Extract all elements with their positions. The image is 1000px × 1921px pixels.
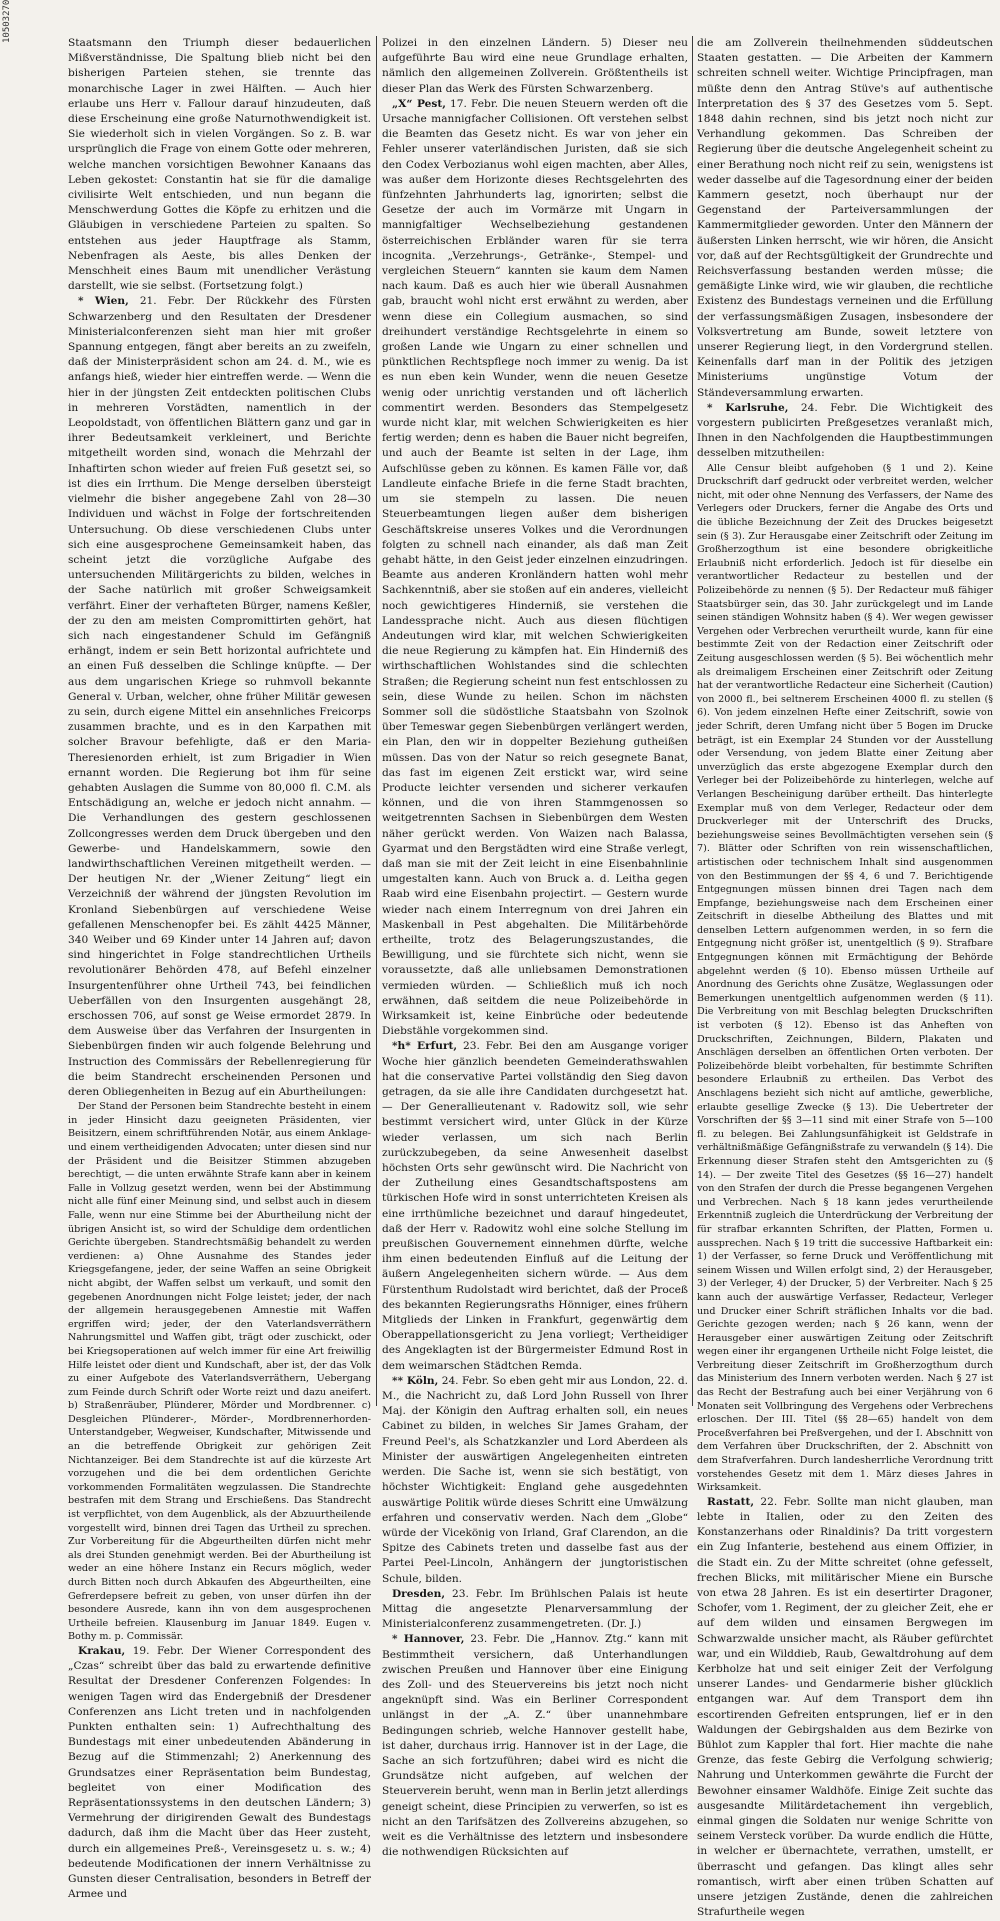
paragraph-text: 23. Febr. Im Brühlschen Palais ist heute Mittag die angesetzte Plenarversammlung der Ministerialconferenz zusammengetreten. (Dr. J.)	[382, 1587, 688, 1631]
page-identifier: 10503270	[2, 0, 12, 44]
dateline: * Hannover,	[392, 1633, 465, 1646]
paragraph-text: 22. Febr. Sollte man nicht glauben, man lebte in Italien, oder zu den Zeiten des Konstanzerhans oder Rinaldinis? Da tritt vorgestern ein Zug Infanterie, bestehend aus einem Offizier, in die Stadt ein. Zu der Mitte schreitet (ohne gefesselt, frechen Blicks, mit militärischer Miene ein Bursche von etwa 28 Jahren. Es ist ein desertirter Dragoner, Schofer, vom 1. Regiment, der zu gleicher Zeit, ehe er auf dem wilden und einsamen Bergwegen im Schwarzwalde unsicher macht, als Räuber gefürchtet war, und ein Wilddieb, Raub, Gewaltdrohung auf dem Kerbholze hat und seit einiger Zeit der Verfolgung unserer Landes- und Gendarmerie bisher glücklich entgangen war. Auf dem Transport dem ihn escortirenden Gefreiten entsprungen, lief er in den Waldungen der Gebirgshalden aus dem Bezirke von Bühlot zum Kappler thal fort. Hier machte die nahe Grenze, das feste Gebirg die Verfolgung schwierig; Nahrung und Unterkommen gewährte die Furcht der Bewohner einsamer Waldhöfe. Einige Zeit suchte das ausgesandte Militärdetachement ihn vergeblich, einmal gingen die Soldaten nur wenige Schritte von seinem Versteck vorüber. Da wurde endlich die Hütte, in welcher er übernachtete, verrathen, umstellt, er überrascht und gefangen. Das klingt alles sehr romantisch, wirft aber einen trüben Schatten auf unsere jetzigen Zustände, denen die zahlreichen Strafurtheile wegen	[697, 1495, 993, 1919]
article-paragraph	[697, 36, 993, 401]
column-1	[68, 36, 372, 1901]
dateline: * Wien,	[78, 295, 129, 308]
dateline: * Karlsruhe,	[707, 401, 789, 414]
paragraph-text: 24. Febr. Die Wichtigkeit des vorgestern publicirten Preßgesetzes veranlaßt mich, Ihnen in den Nachfolgenden die Hauptbestimmungen desselben mitzutheilen:	[697, 401, 993, 460]
dateline: ** Köln,	[392, 1374, 439, 1387]
dateline: Krakau,	[78, 1644, 126, 1657]
dateline: Dresden,	[392, 1587, 446, 1600]
paragraph-text: Polizei in den einzelnen Ländern. 5) Dieser neu aufgeführte Bau wird eine neue Grundlage erhalten, nämlich den allgemeinen Zollverein. Größtentheils ist dieser Plan das Werk des Fürsten Schwarzenberg.	[382, 37, 688, 95]
article-paragraph	[68, 1100, 371, 1644]
column-3	[697, 36, 993, 1919]
article-paragraph	[68, 1644, 371, 1902]
column-divider	[692, 36, 693, 1406]
article-paragraph	[68, 36, 371, 294]
article-paragraph	[382, 1632, 688, 1860]
paragraph-text: Staatsmann den Triumph dieser bedauerlichen Mißverständnisse, Die Spaltung blieb nicht bei den bisherigen Parteien stehen, sie trennte das monarchische Lager in zwei Hälften. — Auch hier erlaube uns Herr v. Fallour darauf hinzudeuten, daß diese Erscheinung eine große Naturnothwendigkeit ist. Sie wiederholt sich in vielen Vorgängen. So z. B. war ursprünglich die Frage von einem Gotte oder mehreren, welche manchen vorsichtigen Bewohner Kanaans das Leben gekostet: Constantin hat sie für die damalige civilisirte Welt entschieden, und nun begann die Menschwerdung Gottes die Köpfe zu erhitzen und die Gläubigen in verschiedene Parteien zu spalten. So entstehen aus jeder Hauptfrage als Stamm, Nebenfragen als Aeste, bis alles Denken der Menschheit eines Baum mit unendlicher Verästung darstellt, wie sie selbst. (Fortsetzung folgt.)	[68, 37, 372, 293]
article-paragraph	[382, 1587, 688, 1633]
article-paragraph	[382, 36, 688, 97]
article-paragraph	[697, 462, 993, 1495]
article-paragraph	[68, 294, 371, 1100]
article-paragraph	[382, 1039, 688, 1373]
paragraph-text: Alle Censur bleibt aufgehoben (§ 1 und 2). Keine Druckschrift darf gedruckt oder verbreitet werden, welcher nicht, mit oder ohne Nennung des Verfassers, der Name des Verlegers oder Druckers, ferner die Angabe des Orts und die übliche Bezeichnung der Zeit des Druckes beigesetzt sein (§ 3). Zur Herausgabe einer Zeitschrift oder Zeitung im Großherzogthum ist eine besondere obrigkeitliche Erlaubniß nicht erforderlich. Jedoch ist für dieselbe ein verantwortlicher Redacteur zu bestellen und der Polizeibehörde zu nennen (§ 5). Der Redacteur muß fähiger Staatsbürger sein, das 30. Jahr zurückgelegt und im Lande seinen ständigen Wohnsitz haben (§ 4). Wer wegen gewisser Vergehen oder Verbrechen verurtheilt wurde, kann für eine bestimmte Zeit von der Redaction einer Zeitschrift oder Zeitung ausgeschlossen werden (§ 5). Bei wöchentlich mehr als dreimaligem Erscheinen einer Zeitschrift oder Zeitung hat der verantwortliche Redacteur eine Sicherheit (Caution) von 2000 fl., bei seltnerem Erscheinen 4000 fl. zu stellen (§ 6). Von jedem einzelnen Hefte einer Zeitschrift, sowie von jeder Schrift, deren Umfang nicht über 5 Bogen im Drucke beträgt, ist ein Exemplar 24 Stunden vor der Ausstellung oder Versendung, von jedem Blatte einer Zeitung aber unverzüglich das erste abgezogene Exemplar durch den Verleger bei der Polizeibehörde zu hinterlegen, welche auf Verlangen Bescheinigung darüber ertheilt. Das hinterlegte Exemplar muß von dem Verleger, Redacteur oder dem Druckverleger mit der Unterschrift des Drucks, beziehungsweise seines Bevollmächtigten versehen sein (§ 7). Blätter oder Schriften von rein wissenschaftlichen, artistischen oder technischem Inhalt sind ausgenommen von den Bestimmungen der §§ 4, 6 und 7. Berichtigende Entgegnungen müssen binnen drei Tagen nach dem Empfange, beziehungsweise nach dem Erscheinen einer Zeitschrift in dieselbe Abtheilung des Blattes und mit denselben Lettern aufgenommen werden, in so fern die Entgegnung nicht größer ist, unentgeltlich (§ 9). Strafbare Entgegnungen können mit Ermächtigung der Behörde abgelehnt werden (§ 10). Ebenso müssen Urtheile auf Anordnung des Gerichts ohne Zusätze, Weglassungen oder Bemerkungen unentgeltlich aufgenommen werden (§ 11). Die Verbreitung von mit Beschlag belegten Druckschriften ist verboten (§ 12). Ebenso ist das Anheften von Druckschriften, Zeichnungen, Bildern, Plakaten und Anschlägen derselben an öffentlichen Orten verboten. Der Polizeibehörde bleibt vorbehalten, für bestimmte Schriften besondere Erlaubniß zu ertheilen. Das Verbot des Anschlagens bezieht sich nicht auf amtliche, gewerbliche, erlaubte gesellige Zwecke (§ 13). Die Uebertreter der Vorschriften der §§ 3—11 sind mit einer Strafe von 5—100 fl. zu belegen. Bei Zahlungsunfähigkeit ist Geldstrafe in verhältnißmäßige Gefängnißstrafe zu verwandeln (§ 14). Die Erkennung dieser Strafen steht den Amtsgerichten zu (§ 14). — Der zweite Titel des Gesetzes (§§ 16—27) handelt von den Strafen der durch die Presse begangenen Vergehen und Verbrechen. Nach § 18 kann jedes verurtheilende Erkenntniß zugleich die Unterdrückung der Verbreitung der für strafbar erkannten Schriften, der Platten, Formen u. aussprechen. Nach § 19 tritt die successive Haftbarkeit ein: 1) der Verfasser, so ferne Druck und Veröffentlichung mit seinem Wissen und Willen erfolgt sind, 2) der Herausgeber, 3) der Verleger, 4) der Drucker, 5) der Verbreiter. Nach § 25 kann auch der auswärtige Verfasser, Redacteur, Verleger und Drucker einer Schrift sträflichen Inhalts vor die bad. Gerichte gezogen werden; nach § 26 kann, wenn der Herausgeber einer auswärtigen Zeitung oder Zeitschrift wegen einer ihr ergangenen Urtheile nicht Folge leistet, die Verbreitung dieser Zeitschrift im Großherzogthum durch das Ministerium des Innern verboten werden. Nach § 27 ist das Recht der Bestrafung auch bei einer Verjährung von 6 Monaten seit Vollbringung des Vergehens oder Verbrechens erloschen. Der III. Titel (§§ 28—65) handelt von dem Proceßverfahren bei Preßvergehen, und der I. Abschnitt von dem Verfahren über Druckschriften, der 2. Abschnitt von dem Strafverfahren. Durch landesherrliche Verordnung tritt vorstehendes Gesetz mit dem 1. März dieses Jahres in Wirksamkeit.	[697, 462, 993, 1494]
column-2	[382, 36, 689, 1859]
paragraph-text: 21. Febr. Der Rückkehr des Fürsten Schwarzenberg und den Resultaten der Dresdener Ministerialconferenzen sieht man hier mit großer Spannung entgegen, fängt aber bereits an zu zweifeln, daß der Ministerpräsident schon am 24. d. M., wie es anfangs hieß, wieder hier eintreffen werde. — Wenn die hier in der jüngsten Zeit entdeckten politischen Clubs in mehreren Vorstädten, namentlich in der Leopoldstadt, von öffentlichen Blättern ganz und gar in ihrer Bedeutsamkeit verkleinert, und Berichte mitgetheilt worden sind, wonach die Mehrzahl der Inhaftirten schon wieder auf freien Fuß gesetzt sei, so ist dies ein Irrthum. Die Menge derselben übersteigt vielmehr die bisher angegebene Zahl von 28—30 Individuen und wächst in Folge der fortschreitenden Untersuchung. Ob diese verschiedenen Clubs unter sich eine ausgesprochene Gemeinsamkeit haben, das scheint jetzt die vorzügliche Aufgabe des untersuchenden Militärgerichts zu bilden, welches in der Sache natürlich mit großer Schweigsamkeit verfährt. Einer der verhafteten Bürger, namens Keßler, der zu den am meisten Compromittirten gehört, hat sich nach eingestandener Schuld im Gefängniß erhängt, indem er sein Bett horizontal aufrichtete und an einen Fuß desselben die Schlinge knüpfte. — Der aus dem ungarischen Kriege so ruhmvoll bekannte General v. Urban, welcher, ohne früher Militär gewesen zu sein, durch eigene Mittel ein ansehnliches Freicorps zusammen brachte, und es in den Karpathen mit solcher Bravour befehligte, daß er den Maria-Theresienorden erhielt, ist zum Brigadier in Wien ernannt worden. Die Regierung bot ihm für seine gehabten Auslagen die Summe von 80,000 fl. C.M. als Entschädigung an, welche er jedoch nicht annahm. — Die Verhandlungen des gestern geschlossenen Zollcongresses werden dem Druck übergeben und den Gewerbe- und Handelskammern, sowie den landwirthschaftlichen Vereinen mitgetheilt werden. — Der heutigen Nr. der „Wiener Zeitung“ liegt ein Verzeichniß der während der jüngsten Revolution im Kronland Siebenbürgen auf verschiedene Weise gefallenen Menschenopfer bei. Es zählt 4425 Männer, 340 Weiber und 69 Kinder unter 14 Jahren auf; davon sind hingerichtet in Folge standrechtlichen Urtheils revolutionärer Behörden 478, auf Befehl einzelner Insurgentenführer ohne Urtheil 743, bei feindlichen Ueberfällen von den Insurgenten ausgehängt 28, erschossen 706, auf sonst ge Weise ermordet 2879. In dem Ausweise über das Verfahren der Insurgenten in Siebenbürgen finden wir auch folgende Belehrung und Instruction des Commissärs der Rebellenregierung für die beim Standrecht erscheinenden Personen und deren Obliegenheiten in Bezug auf ein Aburtheilungen:	[68, 295, 371, 1099]
paragraph-text: die am Zollverein theilnehmenden süddeutschen Staaten gestatten. — Die Arbeiten der Kammern schreiten schnell weiter. Wichtige Principfragen, man müßte denn den Antrag Stüve's auf authentische Interpretation des § 37 des Gesetzes vom 5. Sept. 1848 dahin rechnen, sind bis jetzt noch nicht zur Verhandlung gekommen. Das Schreiben der Regierung über die deutsche Angelegenheit scheint zu einer Berathung noch nicht reif zu sein, wenigstens ist weder dasselbe auf die Tagesordnung einer der beiden Kammern gesetzt, noch überhaupt nur der Gegenstand der Parteiversammlungen der Kammermitglieder geworden. Unter den Männern der äußersten Linken herrscht, wie wir hören, die Ansicht vor, daß auf der Rechtsgültigkeit der Grundrechte und Reichsverfassung bestanden werden müsse; die gemäßigte Linke wird, wie wir glauben, die rechtliche Existenz des Bundestags verneinen und die Erfüllung der verfassungsmäßigen Zusagen, insbesondere der Volksvertretung am Bunde, soweit letztere von unserer Regierung liegt, in den Vordergrund stellen. Keinenfalls darf man in der Politik des jetzigen Ministeriums ungünstige Votum der Ständeversammlung erwarten.	[697, 37, 993, 399]
paragraph-text: 19. Febr. Der Wiener Correspondent des „Czas“ schreibt über das bald zu erwartende definitive Resultat der Dresdener Conferenzen Folgendes: In wenigen Tagen wird das Endergebniß der Dresdener Conferenzen ans Licht treten und in nachfolgenden Punkten enthalten sein: 1) Aufrechthaltung des Bundestags mit einer unbedeutenden Abänderung in Bezug auf die Stimmenzahl; 2) Anerkennung des Grundsatzes einer Repräsentation beim Bundestag, begleitet von einer Modification des Repräsentationssystems in den deutschen Ländern; 3) Vermehrung der dirigirenden Gewalt des Bundestags dadurch, daß ihm die Macht über das Heer zusteht, durch ein allgemeines Preß-, Vereinsgesetz u. s. w.; 4) bedeutende Modificationen der innern Verhältnisse zu Gunsten dieser Centralisation, besonders in Betreff der Armee und	[68, 1644, 371, 1901]
dateline: „X“ Pest,	[392, 97, 446, 110]
article-paragraph	[382, 1374, 688, 1587]
dateline: Rastatt,	[707, 1495, 755, 1508]
article-paragraph	[382, 97, 688, 1040]
article-paragraph	[697, 1495, 993, 1921]
paragraph-text: Der Stand der Personen beim Standrechte besteht in einem in jeder Hinsicht dazu geeigneten Präsidenten, vier Beisitzern, einem schriftführenden Notär, aus einem Anklage- und einem vertheidigenden Advocaten; unter diesen sind nur der Präsident und die Beisitzer Stimmen abzugeben berechtigt, — die unten erwähnte Strafe kann aber in keinem Falle in Vollzug gesetzt werden, wenn bei der Abstimmung nicht alle fünf einer Meinung sind, und selbst auch in diesem Falle, wenn nur eine Stimme bei der Aburtheilung nicht der übrigen Ansicht ist, so wird der Schuldige dem ordentlichen Gerichte übergeben. Standrechtsmäßig behandelt zu werden verdienen: a) Ohne Ausnahme des Standes jeder Kriegsgefangene, jeder, der seine Waffen an seine Obrigkeit nicht abgibt, der Waffen selbst um verkauft, und somit den gegebenen Anordnungen nicht Folge leistet; jeder, der nach der allgemein herausgegebenen Amnestie mit Waffen ergriffen wird; jeder, der den Vaterlandsverräthern Nahrungsmittel und Waffen gibt, trägt oder zuschickt, oder bei Kriegsoperationen auf welch immer für eine Art freiwillig Hilfe leistet oder dient und Kundschaft, aber ist, der das Volk zu einer Aufgebote des Vaterlandsverräthern, Uebergang zum Feinde durch Schrift oder Worte reizt und dazu aneifert. b) Straßenräuber, Plünderer, Mörder und Mordbrenner. c) Desgleichen Plünderer-, Mörder-, Mordbrennerhorden-Unterstandgeber, Wegweiser, Kundschafter, Mitwissende und an die betreffende Obrigkeit zur gehörigen Zeit Nichtanzeiger. Bei dem Standrechte ist auf die kürzeste Art vorzugehen und die bei dem ordentlichen Gerichte vorkommenden Formalitäten wegzulassen. Die Standrechte bestrafen mit dem Strang und Erschießens. Das Standrecht ist verpflichtet, von dem Augenblick, als der Abzuurtheilende vorgestellt wird, binnen drei Tagen das Urtheil zu sprechen. Zur Vorbereitung für die Abgeurtheilten dürfen nicht mehr als drei Stunden genehmigt werden. Bei der Aburtheilung ist weder an eine höhere Instanz ein Recurs möglich, weder durch Bitten noch durch Abkaufen des Abgeurtheilten, eine Gefrerdepsere befreit zu geben, von unser dürfen ihn der besondere Ausrede, kann ihn von dem ausgesprochenen Urtheile befreien. Klausenburg im Januar 1849. Eugen v. Bothy m. p. Commissär.	[68, 1101, 371, 1643]
paragraph-text: 23. Febr. Bei den am Ausgange voriger Woche hier gänzlich beendeten Gemeinderathswahlen hat die conservative Partei vollständig den Sieg davon getragen, da sie alle ihre Candidaten durchgesetzt hat. — Der Generallieutenant v. Radowitz soll, wie sehr bestimmt versichert wird, unter Glück in der Kürze wieder verlassen, um sich nach Berlin zurückzubegeben, da seine Anwesenheit daselbst höchsten Orts sehr gewünscht wird. Die Nachricht von der Zutheilung eines Gesandtschaftspostens am türkischen Hofe wird in sonst unterrichteten Kreisen als eine irrthümliche bezeichnet und darauf hingedeutet, daß der Herr v. Radowitz wohl eine solche Stellung im preußischen Gouvernement einnehmen dürfte, welche ihm einen bedeutenden Einfluß auf die Leitung der äußern Angelegenheiten sichern würde. — Aus dem Fürstenthum Rudolstadt wird berichtet, daß der Proceß des bekannten Regierungsraths Hönniger, eines frühern Mitglieds der Linken in Frankfurt, gegenwärtig dem Oberappellationsgericht zu Jena vorliegt; Vertheidiger des Angeklagten ist der Bürgermeister Edmund Rost in dem weimarschen Städtchen Remda.	[382, 1040, 688, 1372]
paragraph-text: 23. Febr. Die „Hannov. Ztg.“ kann mit Bestimmtheit versichern, daß Unterhandlungen zwischen Preußen und Hannover über eine Einigung des Zoll- und des Steuervereins bis jetzt noch nicht angeknüpft sind. Was ein Berliner Correspondent unlängst in der „A. Z.“ über unannehmbare Bedingungen schrieb, welche Hannover gestellt habe, ist daher, durchaus irrig. Hannover ist in der Lage, die Sache an sich fortzuführen; dabei wird es nicht die Grundsätze nicht aufgeben, auf welchen der Steuerverein beruht, wenn man in Berlin jetzt allerdings geneigt scheint, diese Principien zu verwerfen, so ist es nicht an den Tarifsätzen des Zollvereins abzugehen, so weit es die Verhältnisse des letztern und insbesondere die nothwendigen Rücksichten auf	[382, 1633, 689, 1859]
paragraph-text: 17. Febr. Die neuen Steuern werden oft die Ursache mannigfacher Collisionen. Oft verstehen selbst die Beamten das Gesetz nicht. Es war von jeher ein Fehler unserer vaterländischen Juristen, daß sie sich den Codex Verbozianus wohl eigen machten, aber Alles, was außer dem Horizonte dieses Rechtsgelehrten des fünfzehnten Jahrhunderts lag, ignorirten; selbst die Gesetze der auch im Vormärze mit Ungarn in mannigfaltiger Wechselbeziehung gestandenen österreichischen Erbländer waren für sie terra incognita. „Verzehrungs-, Getränke-, Stempel- und vergleichen Steuern“ kannten sie kaum dem Namen nach kaum. Daß es auch hier wie überall Ausnahmen gab, braucht wohl nicht erst erwähnt zu werden, aber wenn diese ein Collegium ausmachen, so sind dreihundert verständige Rechtsgelehrte in einem so großen Lande wie Ungarn zu einer schnellen und pünktlichen Rechtspflege noch immer zu wenig. Da ist es nun eben kein Wunder, wenn die neuen Gesetze wenig oder unrichtig verstanden und oft lächerlich commentirt werden. Besonders das Stempelgesetz wurde nicht klar, mit welchen Schwierigkeiten es hier fertig werden; denn es haben die Bauer nicht begreifen, und auch der Beamte ist selten in der Lage, ihm Aufschlüsse geben zu können. Es kamen Fälle vor, daß Landleute einfache Briefe in die ferne Stadt brachten, um sie stempeln zu lassen. Die neuen Steuerbeamtungen liegen außer dem bisherigen Geschäftskreise unseres Volkes und die Verordnungen folgten zu schnell nach einander, als daß man Zeit gehabt hätte, in den Geist jeder einzelnen einzudringen. Beamte aus anderen Kronländern hatten wohl mehr Sachkenntniß, aber sie stoßen auf ein anderes, vielleicht noch gewichtigeres Hinderniß, sie verstehen die Landessprache nicht. Auch aus diesen flüchtigen Andeutungen wird klar, mit welchen Schwierigkeiten die neue Regierung zu kämpfen hat. Ein Hinderniß des wirthschaftlichen Wohlstandes sind die schlechten Straßen; die Regierung scheint nun fest entschlossen zu sein, diese Wunde zu heilen. Schon im nächsten Sommer soll die südöstliche Staatsbahn von Szolnok über Temeswar gegen Siebenbürgen verlängert werden, ein Plan, den wir in doppelter Beziehung gutheißen müssen. Das von der Natur so reich gesegnete Banat, das fast im eigenen Zeit erstickt war, wird seine Producte leichter versenden und sicherer verkaufen können, und die von ihren Stammgenossen so weitgetrennten Sachsen in Siebenbürgen dem Westen näher gerückt werden. Von Waizen nach Balassa, Gyarmat und den Bergstädten wird eine Straße verlegt, daß man sie mit der Zeit leicht in eine Eisenbahnlinie umgestalten kann. Auch von Bruck a. d. Leitha gegen Raab wird eine Eisenbahn projectirt. — Gestern wurde wieder nach einem Interregnum von drei Jahren ein Maskenball in Pest abgehalten. Die Militärbehörde ertheilte, trotz des Belagerungszustandes, die Bewilligung, und sie fürchtete sich nicht, wenn sie voraussetzte, daß alle unliebsamen Demonstrationen vermieden würden. — Schließlich muß ich noch erwähnen, daß seitdem die neue Polizeibehörde in Wirksamkeit ist, keine Einbrüche oder bedeutende Diebstähle vorgekommen sind.	[382, 97, 689, 1038]
paragraph-text: 24. Febr. So eben geht mir aus London, 22. d. M., die Nachricht zu, daß Lord John Russell von Ihrer Maj. der Königin den Auftrag erhalten soll, ein neues Cabinet zu bilden, in welches Sir James Graham, der Freund Peel's, als Schatzkanzler und Lord Aberdeen als Minister der auswärtigen Angelegenheiten eintreten werden. Die Sache ist, wenn sie sich bestätigt, von höchster Wichtigkeit: England gehe ausgedehnten auswärtige Politik würde dieses Schritt eine Umwälzung erfahren und conservativ werden. Nach dem „Globe“ würde der Vicekönig von Irland, Graf Clarendon, an die Spitze des Cabinets treten und dasselbe fast aus der Partei Peel-Lincoln, Anhängern der jungtoristischen Schule, bilden.	[382, 1374, 688, 1585]
dateline: *h* Erfurt,	[392, 1040, 458, 1053]
column-divider	[376, 36, 377, 1406]
article-paragraph	[697, 401, 993, 462]
